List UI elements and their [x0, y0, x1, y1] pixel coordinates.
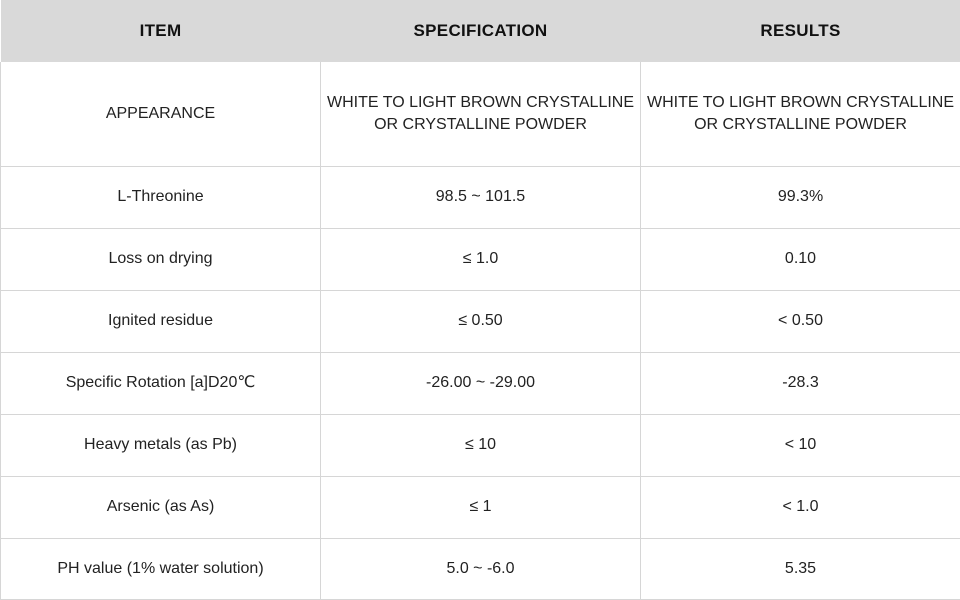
table-row [1, 290, 960, 352]
header-specification: SPECIFICATION [321, 0, 641, 62]
table-row [1, 228, 960, 290]
header-item: ITEM [1, 0, 321, 62]
cell-item: Ignited residue [1, 290, 321, 352]
cell-specification: -26.00 ~ -29.00 [321, 352, 641, 414]
cell-specification: 5.0 ~ -6.0 [321, 538, 641, 599]
cell-item: Heavy metals (as Pb) [1, 414, 321, 476]
cell-specification: ≤ 10 [321, 414, 641, 476]
cell-item: APPEARANCE [1, 62, 321, 166]
cell-specification: ≤ 1.0 [321, 228, 641, 290]
cell-result: < 0.50 [641, 290, 960, 352]
table-row [1, 414, 960, 476]
table-body [1, 62, 960, 599]
cell-item: Specific Rotation [a]D20℃ [1, 352, 321, 414]
cell-specification: ≤ 0.50 [321, 290, 641, 352]
cell-specification: 98.5 ~ 101.5 [321, 166, 641, 228]
table-row [1, 352, 960, 414]
cell-result: < 10 [641, 414, 960, 476]
table-row [1, 166, 960, 228]
cell-result: 5.35 [641, 538, 960, 599]
cell-specification: WHITE TO LIGHT BROWN CRYSTALLINE OR CRYSTALLINE POWDER [321, 62, 641, 166]
cell-result: -28.3 [641, 352, 960, 414]
table-header [1, 0, 960, 62]
table-row [1, 62, 960, 166]
cell-result: 0.10 [641, 228, 960, 290]
cell-result: < 1.0 [641, 476, 960, 538]
cell-result: 99.3% [641, 166, 960, 228]
cell-specification: ≤ 1 [321, 476, 641, 538]
cell-item: Arsenic (as As) [1, 476, 321, 538]
header-results: RESULTS [641, 0, 960, 62]
cell-item: Loss on drying [1, 228, 321, 290]
header-row [1, 0, 960, 62]
table-row [1, 476, 960, 538]
cell-item: PH value (1% water solution) [1, 538, 321, 599]
table-row [1, 538, 960, 599]
cell-result: WHITE TO LIGHT BROWN CRYSTALLINE OR CRYSTALLINE POWDER [641, 62, 960, 166]
cell-item: L-Threonine [1, 166, 321, 228]
